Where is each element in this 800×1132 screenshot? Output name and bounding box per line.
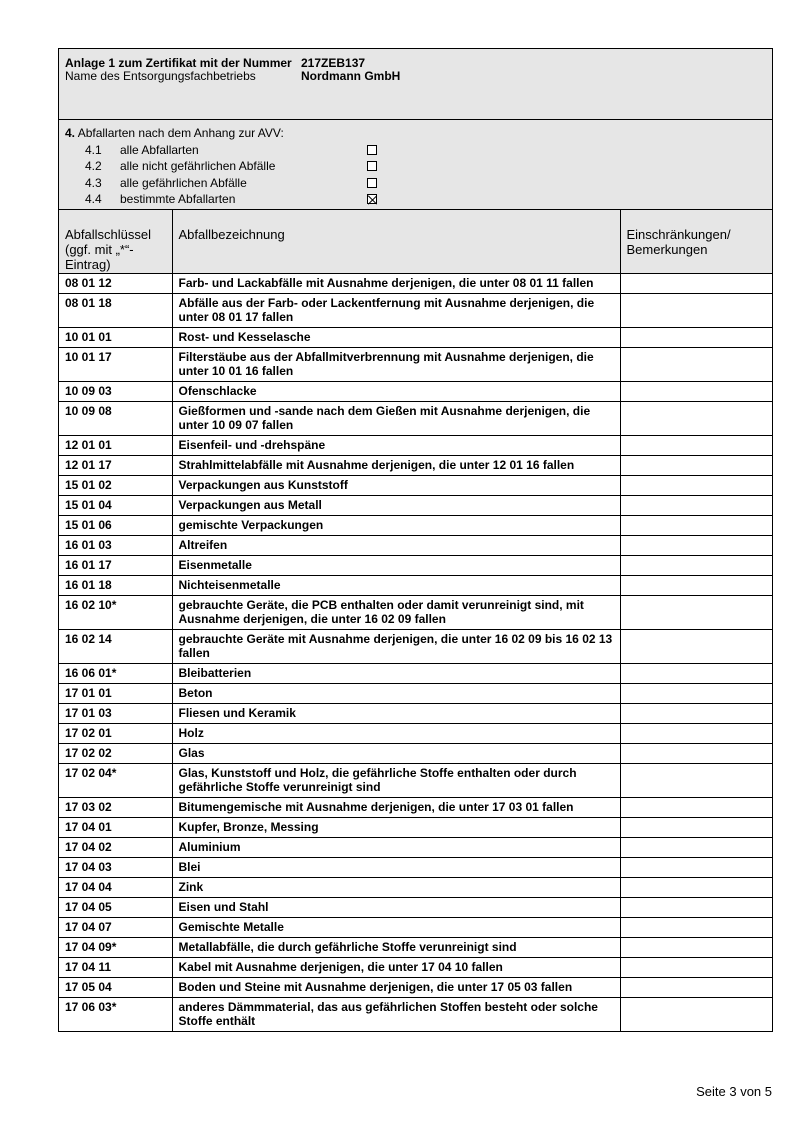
waste-description-cell: Bleibatterien <box>172 663 620 683</box>
waste-code-cell: 10 01 17 <box>59 347 172 381</box>
waste-code-cell: 17 01 01 <box>59 683 172 703</box>
waste-notes-cell <box>620 977 772 997</box>
waste-notes-cell <box>620 997 772 1031</box>
waste-description-cell: Filterstäube aus der Abfallmitverbrennung mit Ausnahme derjenigen, die unter 10 01 16 fallen <box>172 347 620 381</box>
table-row <box>59 535 772 555</box>
table-row <box>59 663 772 683</box>
table-row <box>59 595 772 629</box>
waste-description-cell: Boden und Steine mit Ausnahme derjenigen, die unter 17 05 03 fallen <box>172 977 620 997</box>
category-title-text: Abfallarten nach dem Anhang zur AVV: <box>77 126 284 140</box>
waste-code-cell: 16 06 01* <box>59 663 172 683</box>
waste-code-cell: 15 01 04 <box>59 495 172 515</box>
waste-notes-cell <box>620 683 772 703</box>
waste-code-cell: 12 01 01 <box>59 435 172 455</box>
waste-code-cell: 16 02 14 <box>59 629 172 663</box>
category-option-number: 4.3 <box>85 175 102 190</box>
waste-description-cell: gebrauchte Geräte mit Ausnahme derjenigen, die unter 16 02 09 bis 16 02 13 fallen <box>172 629 620 663</box>
category-option-number: 4.2 <box>85 159 102 173</box>
table-row <box>59 495 772 515</box>
waste-notes-cell <box>620 663 772 683</box>
table-row <box>59 877 772 897</box>
waste-code-cell: 08 01 18 <box>59 293 172 327</box>
table-row <box>59 515 772 535</box>
table-row <box>59 455 772 475</box>
waste-description-cell: Blei <box>172 857 620 877</box>
waste-description-cell: Gemischte Metalle <box>172 917 620 937</box>
waste-notes-cell <box>620 957 772 977</box>
waste-code-cell: 16 01 03 <box>59 535 172 555</box>
table-row <box>59 555 772 575</box>
table-row <box>59 897 772 917</box>
table-row <box>59 957 772 977</box>
table-row <box>59 575 772 595</box>
waste-notes-cell <box>620 495 772 515</box>
waste-description-cell: Strahlmittelabfälle mit Ausnahme derjenigen, die unter 12 01 16 fallen <box>172 455 620 475</box>
waste-notes-cell <box>620 817 772 837</box>
table-row <box>59 347 772 381</box>
category-option-label: alle gefährlichen Abfälle <box>120 175 247 190</box>
checkbox-icon[interactable] <box>367 145 377 155</box>
waste-notes-cell <box>620 435 772 455</box>
table-row <box>59 293 772 327</box>
waste-description-cell: Gießformen und -sande nach dem Gießen mit Ausnahme derjenigen, die unter 10 09 07 fallen <box>172 401 620 435</box>
waste-code-cell: 12 01 17 <box>59 455 172 475</box>
waste-code-cell: 17 04 09* <box>59 937 172 957</box>
waste-notes-cell <box>620 723 772 743</box>
table-row <box>59 723 772 743</box>
waste-description-cell: Farb- und Lackabfälle mit Ausnahme derjenigen, die unter 08 01 11 fallen <box>172 273 620 293</box>
certificate-header <box>59 49 772 120</box>
waste-notes-cell <box>620 401 772 435</box>
waste-notes-cell <box>620 797 772 817</box>
waste-description-cell: Beton <box>172 683 620 703</box>
waste-description-cell: Eisen und Stahl <box>172 897 620 917</box>
table-row <box>59 937 772 957</box>
waste-description-cell: Eisenmetalle <box>172 555 620 575</box>
waste-code-cell: 10 09 08 <box>59 401 172 435</box>
waste-code-cell: 17 02 02 <box>59 743 172 763</box>
waste-description-cell: Rost- und Kesselasche <box>172 327 620 347</box>
waste-code-cell: 15 01 02 <box>59 475 172 495</box>
waste-notes-cell <box>620 937 772 957</box>
waste-description-cell: gemischte Verpackungen <box>172 515 620 535</box>
category-option-label: alle nicht gefährlichen Abfälle <box>120 159 276 173</box>
table-row <box>59 817 772 837</box>
table-row <box>59 435 772 455</box>
waste-notes-cell <box>620 381 772 401</box>
waste-code-cell: 17 02 04* <box>59 763 172 797</box>
waste-code-cell: 10 09 03 <box>59 381 172 401</box>
waste-description-cell: Altreifen <box>172 535 620 555</box>
waste-description-cell: gebrauchte Geräte, die PCB enthalten oder damit verunreinigt sind, mit Ausnahme derjenigen, die unter 16 02 09 fallen <box>172 595 620 629</box>
waste-code-cell: 17 04 03 <box>59 857 172 877</box>
category-option-label: bestimmte Abfallarten <box>120 192 236 206</box>
waste-notes-cell <box>620 743 772 763</box>
waste-code-cell: 17 04 02 <box>59 837 172 857</box>
table-row <box>59 401 772 435</box>
waste-notes-cell <box>620 455 772 475</box>
waste-description-cell: Eisenfeil- und -drehspäne <box>172 435 620 455</box>
waste-notes-cell <box>620 837 772 857</box>
waste-code-cell: 17 06 03* <box>59 997 172 1031</box>
waste-description-cell: Glas, Kunststoff und Holz, die gefährliche Stoffe enthalten oder durch gefährliche Stoffe verunreinigt sind <box>172 763 620 797</box>
waste-notes-cell <box>620 535 772 555</box>
category-option <box>65 142 766 159</box>
table-row <box>59 683 772 703</box>
table-row <box>59 703 772 723</box>
waste-code-cell: 17 04 01 <box>59 817 172 837</box>
category-options <box>65 142 766 208</box>
waste-description-cell: Holz <box>172 723 620 743</box>
category-option <box>65 158 766 175</box>
waste-notes-cell <box>620 515 772 535</box>
waste-description-cell: Kabel mit Ausnahme derjenigen, die unter 17 04 10 fallen <box>172 957 620 977</box>
table-row <box>59 763 772 797</box>
waste-notes-cell <box>620 575 772 595</box>
waste-notes-cell <box>620 763 772 797</box>
table-row <box>59 475 772 495</box>
category-title <box>65 125 766 142</box>
waste-description-cell: Ofenschlacke <box>172 381 620 401</box>
waste-description-cell: anderes Dämmmaterial, das aus gefährlichen Stoffen besteht oder solche Stoffe enthält <box>172 997 620 1031</box>
waste-code-cell: 17 02 01 <box>59 723 172 743</box>
waste-notes-cell <box>620 475 772 495</box>
table-row <box>59 629 772 663</box>
category-title-number: 4. <box>65 126 76 140</box>
column-header-description: Abfallbezeichnung <box>172 210 620 273</box>
waste-code-cell: 16 02 10* <box>59 595 172 629</box>
category-option <box>65 175 766 192</box>
table-row <box>59 273 772 293</box>
waste-code-cell: 15 01 06 <box>59 515 172 535</box>
checkbox-icon[interactable] <box>367 178 377 188</box>
waste-notes-cell <box>620 917 772 937</box>
waste-notes-cell <box>620 595 772 629</box>
waste-code-cell: 17 03 02 <box>59 797 172 817</box>
category-option-number: 4.4 <box>85 192 102 206</box>
waste-notes-cell <box>620 877 772 897</box>
waste-notes-cell <box>620 629 772 663</box>
page-number: Seite 3 von 5 <box>696 1084 772 1099</box>
waste-description-cell: Kupfer, Bronze, Messing <box>172 817 620 837</box>
table-row <box>59 327 772 347</box>
table-row <box>59 977 772 997</box>
waste-notes-cell <box>620 347 772 381</box>
waste-description-cell: Metallabfälle, die durch gefährliche Stoffe verunreinigt sind <box>172 937 620 957</box>
company-name: Nordmann GmbH <box>301 69 401 83</box>
waste-code-cell: 17 04 05 <box>59 897 172 917</box>
category-option-number: 4.1 <box>85 142 102 157</box>
table-header-row <box>59 210 772 273</box>
waste-code-cell: 16 01 17 <box>59 555 172 575</box>
waste-notes-cell <box>620 293 772 327</box>
waste-notes-cell <box>620 897 772 917</box>
waste-code-cell: 10 01 01 <box>59 327 172 347</box>
table-row <box>59 997 772 1031</box>
table-row <box>59 837 772 857</box>
waste-description-cell: Zink <box>172 877 620 897</box>
waste-category-section <box>59 120 772 210</box>
checked-checkbox-icon[interactable] <box>367 194 377 204</box>
certificate-annex-frame <box>58 48 773 1032</box>
waste-code-cell: 17 05 04 <box>59 977 172 997</box>
table-row <box>59 857 772 877</box>
table-row <box>59 381 772 401</box>
waste-code-cell: 16 01 18 <box>59 575 172 595</box>
table-row <box>59 917 772 937</box>
waste-code-cell: 17 04 11 <box>59 957 172 977</box>
waste-notes-cell <box>620 857 772 877</box>
column-header-notes: Einschränkungen/ Bemerkungen <box>620 210 772 273</box>
waste-notes-cell <box>620 703 772 723</box>
waste-description-cell: Abfälle aus der Farb- oder Lackentfernung mit Ausnahme derjenigen, die unter 08 01 17 fallen <box>172 293 620 327</box>
table-row <box>59 743 772 763</box>
certificate-label: Anlage 1 zum Zertifikat mit der Nummer <box>65 56 292 70</box>
waste-notes-cell <box>620 327 772 347</box>
company-label: Name des Entsorgungsfachbetriebs <box>65 69 256 83</box>
waste-notes-cell <box>620 273 772 293</box>
waste-notes-cell <box>620 555 772 575</box>
column-header-code: Abfallschlüssel (ggf. mit „*“-Eintrag) <box>59 210 172 273</box>
waste-code-cell: 17 04 04 <box>59 877 172 897</box>
waste-description-cell: Glas <box>172 743 620 763</box>
waste-description-cell: Verpackungen aus Metall <box>172 495 620 515</box>
waste-code-table <box>59 210 772 1031</box>
waste-description-cell: Nichteisenmetalle <box>172 575 620 595</box>
table-row <box>59 797 772 817</box>
waste-code-cell: 17 01 03 <box>59 703 172 723</box>
waste-description-cell: Fliesen und Keramik <box>172 703 620 723</box>
category-option <box>65 191 766 208</box>
waste-code-cell: 17 04 07 <box>59 917 172 937</box>
waste-code-cell: 08 01 12 <box>59 273 172 293</box>
checkbox-icon[interactable] <box>367 161 377 171</box>
waste-description-cell: Verpackungen aus Kunststoff <box>172 475 620 495</box>
certificate-number: 217ZEB137 <box>301 56 366 70</box>
waste-description-cell: Aluminium <box>172 837 620 857</box>
category-option-label: alle Abfallarten <box>120 142 199 157</box>
waste-description-cell: Bitumengemische mit Ausnahme derjenigen, die unter 17 03 01 fallen <box>172 797 620 817</box>
